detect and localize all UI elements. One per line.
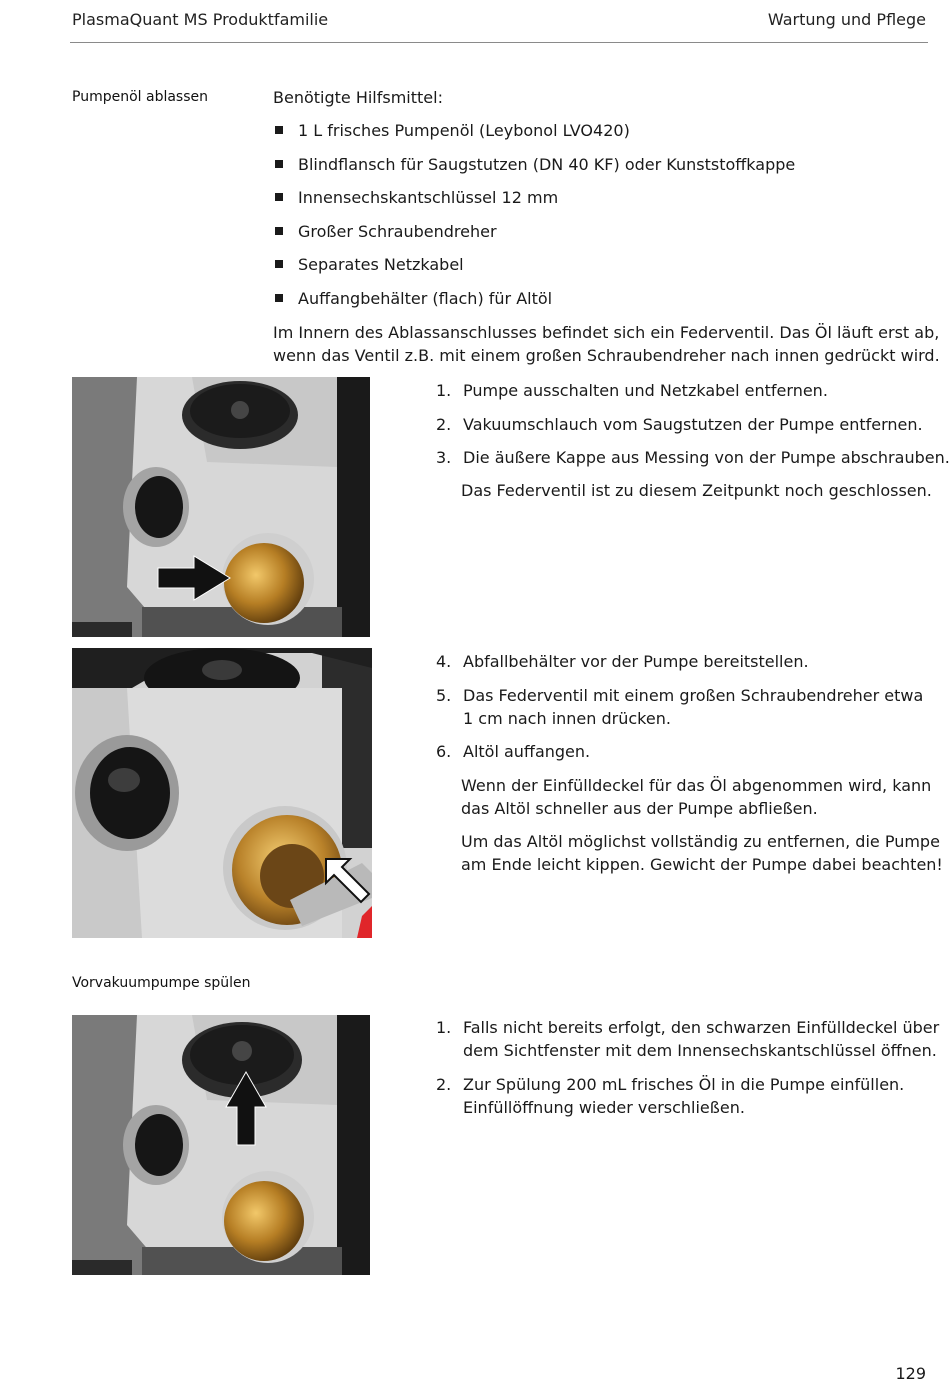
step-text: Vakuumschlauch vom Saugstutzen der Pumpe entfernen. [463, 414, 923, 434]
step-number: 4. [436, 652, 452, 671]
step-item [436, 379, 950, 402]
note-line: Um das Altöl möglichst vollständig zu entfernen, die Pumpe [461, 832, 940, 851]
note-line: Wenn der Einfülldeckel für das Öl abgenommen wird, kann [461, 776, 932, 795]
step-item [436, 413, 950, 436]
tools-heading: Benötigte Hilfsmittel: [273, 88, 443, 107]
steps-list-3 [436, 1016, 939, 1129]
step-text: Die äußere Kappe aus Messing von der Pumpe abschrauben. [463, 448, 950, 467]
steps-list-1 [436, 379, 950, 480]
step-number: 1. [436, 1018, 452, 1037]
step-text-line: Zur Spülung 200 mL frisches Öl in die Pumpe einfüllen. [463, 1074, 905, 1094]
step-number: 3. [436, 448, 452, 467]
note-line: am Ende leicht kippen. Gewicht der Pumpe dabei beachten! [461, 855, 943, 874]
step-text-line: Falls nicht bereits erfolgt, den schwarzen Einfülldeckel über [463, 1018, 940, 1037]
step-item [436, 446, 950, 469]
tool-item: Großer Schraubendreher [273, 220, 795, 254]
step-item [436, 684, 923, 730]
intro-line: Im Innern des Ablassanschlusses befindet sich ein Federventil. Das Öl läuft erst ab, [273, 323, 940, 342]
step-item [436, 1073, 939, 1119]
tool-item: 1 L frisches Pumpenöl (Leybonol LVO420) [273, 119, 795, 153]
step-number: 6. [436, 742, 452, 761]
step-text-line: dem Sichtfenster mit dem Innensechskantschlüssel öffnen. [463, 1041, 937, 1060]
note-drain-faster [461, 774, 931, 820]
step-item [436, 650, 923, 673]
note-tilt-pump [461, 830, 943, 876]
photo-fill-cap-open [72, 1015, 370, 1275]
section-label-pump-oil-drain: Pumpenöl ablassen [72, 89, 208, 105]
step-text-line: Das Federventil mit einem großen Schraubendreher etwa [463, 685, 924, 705]
note-valve-closed: Das Federventil ist zu diesem Zeitpunkt noch geschlossen. [461, 481, 932, 500]
photo-screwdriver-in-valve [72, 648, 372, 938]
step-text: Abfallbehälter vor der Pumpe bereitstellen. [463, 652, 809, 671]
step-text-line: 1 cm nach innen drücken. [463, 708, 671, 728]
header-chapter: Wartung und Pflege [767, 10, 926, 29]
photo-brass-cap-on-pump [72, 377, 370, 637]
step-item [436, 740, 923, 763]
intro-paragraph [273, 321, 940, 367]
step-number: 2. [436, 1074, 452, 1094]
tool-item: Auffangbehälter (flach) für Altöl [273, 287, 795, 321]
step-number: 1. [436, 381, 452, 400]
note-line: das Altöl schneller aus der Pumpe abfließen. [461, 799, 818, 818]
header-product-family: PlasmaQuant MS Produktfamilie [72, 10, 329, 29]
step-text-line: Einfüllöffnung wieder verschließen. [463, 1097, 745, 1117]
section-label-flush-pump: Vorvakuumpumpe spülen [72, 975, 251, 991]
tool-item: Separates Netzkabel [273, 253, 795, 287]
step-text: Altöl auffangen. [463, 742, 591, 761]
header-divider [70, 42, 928, 43]
step-text: Pumpe ausschalten und Netzkabel entfernen. [463, 381, 828, 400]
tool-item: Blindflansch für Saugstutzen (DN 40 KF) oder Kunststoffkappe [273, 153, 795, 187]
intro-line: wenn das Ventil z.B. mit einem großen Schraubendreher nach innen gedrückt wird. [273, 346, 940, 365]
tool-item: Innensechskantschlüssel 12 mm [273, 186, 795, 220]
tools-list [273, 119, 795, 321]
step-number: 5. [436, 685, 452, 705]
page-number: 129 [895, 1364, 926, 1383]
steps-list-2 [436, 650, 923, 774]
step-item [436, 1016, 939, 1062]
step-number: 2. [436, 414, 452, 434]
